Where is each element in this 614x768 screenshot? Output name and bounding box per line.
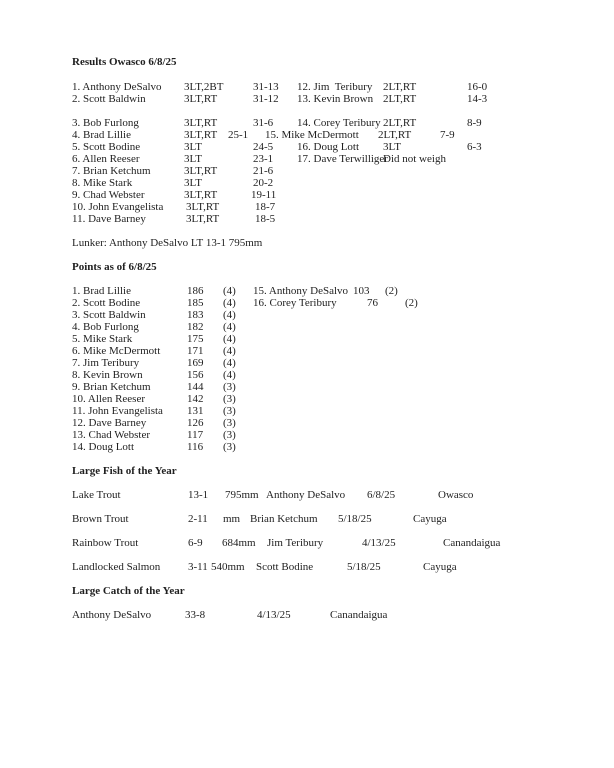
did-not-weigh-note: Did not weigh [383,153,446,165]
results-line [0,213,614,226]
catch-date: 4/13/25 [257,609,291,621]
lake-name: Canandaigua [443,537,501,549]
angler: 12. Dave Barney [72,417,147,429]
weight-right: 16-0 [467,81,488,93]
points-value: 156 [187,369,204,381]
lake-name: Owasco [438,489,474,501]
points-value: 103 [353,285,370,297]
weight-left: 25-1 [228,129,249,141]
angler: 11. John Evangelista [72,405,163,417]
fish-weight: 2-11 [188,513,208,525]
weight-left: 19-11 [251,189,277,201]
events-count: (4) [223,309,236,321]
angler-left: 7. Brian Ketchum [72,165,151,177]
events-count: (4) [223,369,236,381]
weight-left: 18-7 [255,201,276,213]
angler-left: 8. Mike Stark [72,177,133,189]
angler-right: 12. Jim Teribury [297,81,373,93]
points-value: 131 [187,405,204,417]
catch-weight: 33-8 [185,609,206,621]
angler: Scott Bodine [256,561,314,573]
points-value: 117 [187,429,204,441]
weight-left: 23-1 [253,153,274,165]
events-count: (3) [223,405,236,417]
section-title-text: Large Fish of the Year [72,465,177,477]
species: Brown Trout [72,513,129,525]
events-count: (2) [385,285,398,297]
lake-name: Cayuga [423,561,457,573]
fish-weight: 13-1 [188,489,209,501]
angler: 8. Kevin Brown [72,369,143,381]
events-count: (4) [223,321,236,333]
species: Landlocked Salmon [72,561,161,573]
events-count: (4) [223,345,236,357]
events-count: (4) [223,297,236,309]
catch-type-left: 3LT [184,141,202,153]
angler-right: 17. Dave Terwilliger [297,153,388,165]
catch-type-left: 3LT,RT [186,213,220,225]
catch-date: 6/8/25 [367,489,396,501]
section-title-text: Points as of 6/8/25 [72,261,157,273]
angler: 5. Mike Stark [72,333,133,345]
catch-date: 5/18/25 [338,513,372,525]
angler: 14. Doug Lott [72,441,135,453]
angler: Brian Ketchum [250,513,318,525]
events-count: (3) [223,429,236,441]
angler-left: 3. Bob Furlong [72,117,139,129]
angler: 16. Corey Teribury [253,297,337,309]
angler-right: 15. Mike McDermott [265,129,359,141]
large-fish-row [0,513,614,526]
angler: 13. Chad Webster [72,429,151,441]
weight-left: 31-13 [253,81,279,93]
points-value: 76 [367,297,378,309]
lunker-text: Lunker: Anthony DeSalvo LT 13-1 795mm [72,237,263,249]
angler-left: 11. Dave Barney [72,213,146,225]
angler-left: 2. Scott Baldwin [72,93,146,105]
species: Lake Trout [72,489,121,501]
catch-type-left: 3LT,2BT [184,81,224,93]
lunker-line [0,237,614,250]
points-value: 171 [187,345,204,357]
large-fish-row [0,537,614,550]
catch-type-right: 2LT,RT [383,117,417,129]
results-line [0,93,614,106]
large-catch-row [0,609,614,622]
large-fish-section-title [0,465,614,478]
points-section-title [0,261,614,274]
events-count: (3) [223,381,236,393]
fish-length: mm [223,513,241,525]
catch-type-left: 3LT,RT [184,165,218,177]
weight-right: 14-3 [467,93,488,105]
points-value: 183 [187,309,204,321]
angler-left: 9. Chad Webster [72,189,145,201]
angler: 4. Bob Furlong [72,321,139,333]
angler-left: 1. Anthony DeSalvo [72,81,162,93]
section-title-text: Results Owasco 6/8/25 [72,56,177,68]
points-value: 142 [187,393,204,405]
angler: 1. Brad Lillie [72,285,131,297]
large-fish-row [0,561,614,574]
catch-date: 5/18/25 [347,561,381,573]
angler: 9. Brian Ketchum [72,381,151,393]
angler: 3. Scott Baldwin [72,309,146,321]
weight-left: 18-5 [255,213,276,225]
weight-left: 21-6 [253,165,274,177]
angler: 6. Mike McDermott [72,345,161,357]
events-count: (3) [223,393,236,405]
events-count: (4) [223,333,236,345]
weight-right: 7-9 [440,129,455,141]
catch-type-left: 3LT [184,153,202,165]
angler: 2. Scott Bodine [72,297,141,309]
events-count: (3) [223,441,236,453]
catch-type-left: 3LT,RT [186,201,220,213]
catch-type-right: 2LT,RT [378,129,412,141]
section-title-text: Large Catch of the Year [72,585,185,597]
points-value: 126 [187,417,204,429]
events-count: (4) [223,285,236,297]
points-value: 185 [187,297,204,309]
fish-weight: 3-11 [188,561,208,573]
catch-type-left: 3LT,RT [184,117,218,129]
weight-left: 31-12 [253,93,279,105]
catch-type-left: 3LT,RT [184,93,218,105]
angler-left: 6. Allen Reeser [72,153,140,165]
catch-type-right: 2LT,RT [383,81,417,93]
weight-right: 8-9 [467,117,482,129]
points-value: 169 [187,357,204,369]
fish-length: 540mm [211,561,245,573]
angler-right: 14. Corey Teribury [297,117,381,129]
events-count: (2) [405,297,418,309]
points-value: 144 [187,381,204,393]
catch-type-right: 3LT [383,141,401,153]
catch-type-right: 2LT,RT [383,93,417,105]
weight-left: 31-6 [253,117,274,129]
weight-left: 20-2 [253,177,274,189]
angler: Anthony DeSalvo [266,489,346,501]
catch-date: 4/13/25 [362,537,396,549]
large-catch-section-title [0,585,614,598]
points-value: 116 [187,441,204,453]
angler: 10. Allen Reeser [72,393,146,405]
points-line [0,441,614,454]
weight-right: 6-3 [467,141,482,153]
angler-left: 5. Scott Bodine [72,141,141,153]
angler: 7. Jim Teribury [72,357,140,369]
events-count: (3) [223,417,236,429]
results-section-title [0,56,614,69]
angler: 15. Anthony DeSalvo [253,285,349,297]
large-fish-row [0,489,614,502]
points-value: 175 [187,333,204,345]
catch-type-left: 3LT [184,177,202,189]
angler: Anthony DeSalvo [72,609,152,621]
angler-right: 16. Doug Lott [297,141,360,153]
angler-left: 4. Brad Lillie [72,129,131,141]
fish-length: 684mm [222,537,256,549]
events-count: (4) [223,357,236,369]
fish-weight: 6-9 [188,537,203,549]
lake-name: Canandaigua [330,609,388,621]
angler-left: 10. John Evangelista [72,201,164,213]
angler: Jim Teribury [267,537,324,549]
points-value: 186 [187,285,204,297]
species: Rainbow Trout [72,537,139,549]
angler-right: 13. Kevin Brown [297,93,374,105]
catch-type-left: 3LT,RT [184,189,218,201]
fish-length: 795mm [225,489,259,501]
weight-left: 24-5 [253,141,274,153]
lake-name: Cayuga [413,513,447,525]
points-value: 182 [187,321,204,333]
catch-type-left: 3LT,RT [184,129,218,141]
